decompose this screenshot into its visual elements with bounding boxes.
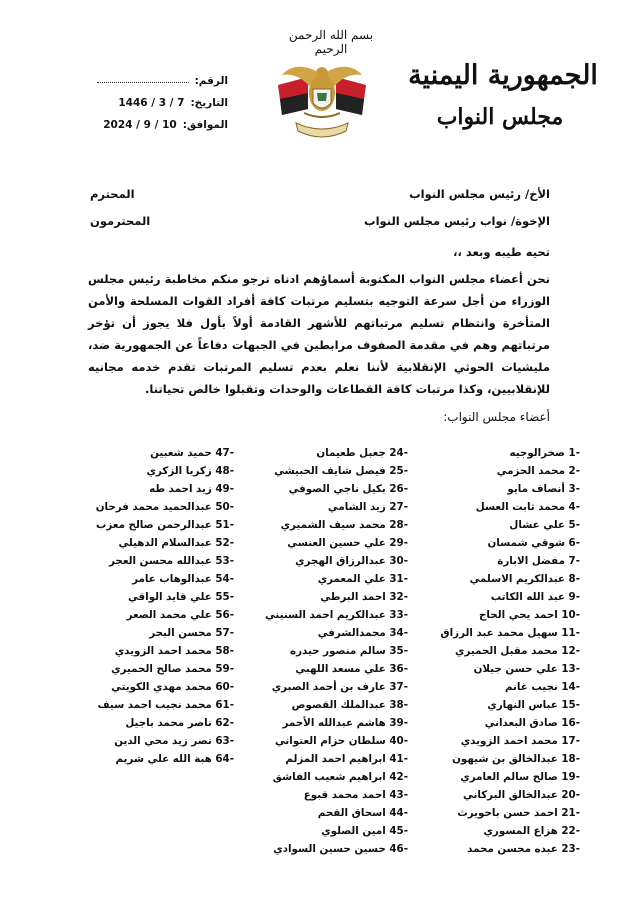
member-entry xyxy=(430,462,580,480)
member-entry xyxy=(258,786,408,804)
member-name: ابراهيم احمد المزلم xyxy=(285,753,386,765)
member-name: علي حسن جيلان xyxy=(473,663,558,675)
member-number: 39- xyxy=(389,717,408,729)
member-name: علي عشال xyxy=(509,519,565,531)
members-column-1 xyxy=(430,444,580,858)
member-number: 11- xyxy=(561,627,580,639)
member-number: 31- xyxy=(389,573,408,585)
member-name: عبدالوهاب عامر xyxy=(132,573,212,585)
member-number: 19- xyxy=(561,771,580,783)
member-number: 60- xyxy=(215,681,234,693)
member-entry xyxy=(430,822,580,840)
address-line-1 xyxy=(90,187,550,201)
member-name: محمد احمد الزويدي xyxy=(114,645,212,657)
member-number: 20- xyxy=(561,789,580,801)
member-entry xyxy=(258,588,408,606)
member-entry xyxy=(84,606,234,624)
member-name: ابراهيم شعيب الفاشق xyxy=(272,771,386,783)
member-entry xyxy=(430,786,580,804)
member-entry xyxy=(258,822,408,840)
member-number: 47- xyxy=(215,447,234,459)
member-name: علي مسعد اللهبي xyxy=(295,663,386,675)
member-number: 64- xyxy=(215,753,234,765)
member-entry xyxy=(430,714,580,732)
basmala: بسم الله الرحمن الرحيم xyxy=(288,28,374,56)
member-entry xyxy=(84,642,234,660)
member-number: 7- xyxy=(568,555,580,567)
member-number: 59- xyxy=(215,663,234,675)
member-entry xyxy=(430,480,580,498)
member-number: 23- xyxy=(561,843,580,855)
member-name: محمد سيف الشميري xyxy=(280,519,386,531)
national-emblem-icon xyxy=(268,55,376,147)
member-name: احمد حسن باحويرث xyxy=(457,807,558,819)
member-number: 51- xyxy=(215,519,234,531)
member-entry xyxy=(430,570,580,588)
member-name: زيد احمد طه xyxy=(149,483,212,495)
member-entry xyxy=(430,534,580,552)
honorific-1: المحترم xyxy=(90,187,135,201)
member-name: صالح سالم العامري xyxy=(460,771,558,783)
member-entry xyxy=(258,444,408,462)
corresponding-value: 2024 / 9 / 10 xyxy=(103,119,177,131)
member-number: 24- xyxy=(389,447,408,459)
member-name: زيد الشامي xyxy=(327,501,386,513)
member-number: 35- xyxy=(389,645,408,657)
member-entry xyxy=(84,732,234,750)
addressee-speaker: الأخ/ رئيس مجلس النواب xyxy=(409,187,550,201)
member-name: محمد صالح الحميري xyxy=(111,663,212,675)
member-number: 10- xyxy=(561,609,580,621)
member-number: 29- xyxy=(389,537,408,549)
members-column-2 xyxy=(258,444,408,858)
member-number: 25- xyxy=(389,465,408,477)
member-entry xyxy=(258,624,408,642)
member-number: 28- xyxy=(389,519,408,531)
member-name: ناصر محمد باجيل xyxy=(125,717,212,729)
member-entry xyxy=(258,714,408,732)
member-entry xyxy=(84,714,234,732)
member-entry xyxy=(430,840,580,858)
ref-row xyxy=(88,70,228,92)
member-number: 38- xyxy=(389,699,408,711)
member-number: 37- xyxy=(389,681,408,693)
members-title: أعضاء مجلس النواب: xyxy=(443,410,550,424)
member-entry xyxy=(258,534,408,552)
member-number: 49- xyxy=(215,483,234,495)
member-name: حميد شعبين xyxy=(150,447,212,459)
member-name: عبدالملك القصوص xyxy=(291,699,386,711)
member-number: 2- xyxy=(568,465,580,477)
member-number: 52- xyxy=(215,537,234,549)
member-entry xyxy=(258,696,408,714)
member-entry xyxy=(84,678,234,696)
member-name: عارف بن أحمد الصبري xyxy=(271,681,386,693)
member-entry xyxy=(430,642,580,660)
member-name: صخرالوجيه xyxy=(509,447,565,459)
member-name: محمد احمد الزويدي xyxy=(460,735,558,747)
member-name: عبدالخالق بن شيهون xyxy=(452,753,558,765)
corresponding-row xyxy=(88,114,228,136)
member-number: 61- xyxy=(215,699,234,711)
member-name: مفضل الابارة xyxy=(497,555,565,567)
member-number: 5- xyxy=(568,519,580,531)
member-name: عبدالحميد محمد فرحان xyxy=(95,501,212,513)
member-entry xyxy=(258,462,408,480)
member-number: 13- xyxy=(561,663,580,675)
date-value: 1446 / 3 / 7 xyxy=(118,97,185,109)
member-name: محمد ثابت العسل xyxy=(475,501,565,513)
member-name: نصر زيد محي الدين xyxy=(114,735,212,747)
member-number: 63- xyxy=(215,735,234,747)
member-name: عبدالسلام الدهيلي xyxy=(118,537,212,549)
member-entry xyxy=(430,552,580,570)
member-number: 57- xyxy=(215,627,234,639)
member-name: سهيل محمد عبد الرزاق xyxy=(440,627,558,639)
member-number: 22- xyxy=(561,825,580,837)
member-number: 27- xyxy=(389,501,408,513)
member-name: محمدالشرفي xyxy=(317,627,386,639)
member-name: عبدالخالق البركاني xyxy=(463,789,558,801)
member-entry xyxy=(84,660,234,678)
member-number: 3- xyxy=(568,483,580,495)
member-name: محسن البحر xyxy=(149,627,212,639)
member-number: 32- xyxy=(389,591,408,603)
member-number: 14- xyxy=(561,681,580,693)
member-name: عبد الله الكاتب xyxy=(490,591,565,603)
member-name: عبدالكريم احمد السنيني xyxy=(265,609,386,621)
members-column-3 xyxy=(84,444,234,768)
member-number: 36- xyxy=(389,663,408,675)
member-name: امين الصلوي xyxy=(321,825,386,837)
member-entry xyxy=(258,642,408,660)
member-number: 21- xyxy=(561,807,580,819)
member-name: جعبل طعيمان xyxy=(316,447,386,459)
member-entry xyxy=(430,588,580,606)
member-number: 18- xyxy=(561,753,580,765)
member-entry xyxy=(258,840,408,858)
member-name: شوقي شمسان xyxy=(487,537,565,549)
letterhead-republic: الجمهورية اليمنية xyxy=(408,60,598,91)
member-entry xyxy=(258,552,408,570)
member-name: احمد البرطي xyxy=(320,591,386,603)
member-entry xyxy=(430,678,580,696)
member-entry xyxy=(430,606,580,624)
member-number: 15- xyxy=(561,699,580,711)
member-entry xyxy=(430,696,580,714)
member-entry xyxy=(258,660,408,678)
member-name: عبدالكريم الاسلمي xyxy=(469,573,565,585)
member-name: اسحاق القحم xyxy=(317,807,386,819)
member-number: 26- xyxy=(389,483,408,495)
member-number: 46- xyxy=(389,843,408,855)
member-number: 8- xyxy=(568,573,580,585)
member-number: 17- xyxy=(561,735,580,747)
member-entry xyxy=(84,480,234,498)
member-entry xyxy=(258,498,408,516)
member-name: حسين حسين السوادي xyxy=(273,843,386,855)
member-number: 12- xyxy=(561,645,580,657)
letter-body: نحن أعضاء مجلس النواب المكتوبة أسماؤهم ادناه ترجو منكم مخاطبة رئيس مجلس الوزراء من أجل سرعة التوجيه بتسليم مرتبات كافة أفراد القوات المسلحة والأمن المتأخرة وانتظام تسليم مرتباتهم للأشهر القادمة أولاً بأول فلا يجوز أن تؤخر مرتباتهم وهم في مقدمة الصفوف مرابطين في الجبهات دفاعاً عن الجمهورية ضد، مليشيات الحوثي الإنقلابية لأننا نعلم بعدم تسليم المرتبات تقدم خدمه مجانيه للإنقلابيين، وكذا مرتبات كافة القطاعات والوحدات وتقبلوا خالص تحياتنا. xyxy=(88,272,550,396)
member-entry xyxy=(430,660,580,678)
member-entry xyxy=(258,732,408,750)
letterhead-council: مجلس النواب xyxy=(436,104,564,130)
member-number: 40- xyxy=(389,735,408,747)
member-number: 6- xyxy=(568,537,580,549)
member-name: محمد مهدي الكويتي xyxy=(111,681,212,693)
member-number: 33- xyxy=(389,609,408,621)
member-name: عبدالرحمن صالح معزب xyxy=(96,519,212,531)
member-name: محمد مقبل الحميري xyxy=(455,645,558,657)
member-name: هبة الله علي شريم xyxy=(115,753,212,765)
member-entry xyxy=(258,768,408,786)
date-label: التاريخ: xyxy=(190,97,228,109)
member-number: 48- xyxy=(215,465,234,477)
member-name: علي محمد الصعر xyxy=(126,609,212,621)
member-number: 44- xyxy=(389,807,408,819)
honorific-2: المحترمون xyxy=(90,214,151,228)
member-name: عبدالله محسن العجر xyxy=(109,555,212,567)
greeting: تحيه طيبه وبعد ،، xyxy=(453,245,550,259)
member-name: فيصل شايف الحبيشي xyxy=(274,465,386,477)
member-entry xyxy=(84,588,234,606)
member-entry xyxy=(84,444,234,462)
member-number: 30- xyxy=(389,555,408,567)
member-name: هزاع المسوري xyxy=(483,825,558,837)
member-entry xyxy=(430,516,580,534)
member-number: 56- xyxy=(215,609,234,621)
addressee-deputies: الإخوة/ نواب رئيس مجلس النواب xyxy=(364,214,550,228)
member-entry xyxy=(258,606,408,624)
member-number: 42- xyxy=(389,771,408,783)
reference-block xyxy=(88,70,228,136)
member-number: 1- xyxy=(568,447,580,459)
member-name: احمد محمد قبوع xyxy=(303,789,386,801)
member-entry xyxy=(84,534,234,552)
member-number: 50- xyxy=(215,501,234,513)
member-number: 16- xyxy=(561,717,580,729)
member-name: علي حسين العنسي xyxy=(287,537,386,549)
member-name: احمد يحي الحاج xyxy=(479,609,558,621)
member-number: 54- xyxy=(215,573,234,585)
ref-blank xyxy=(97,70,189,83)
member-entry xyxy=(84,552,234,570)
member-name: عبدالرزاق الهجري xyxy=(295,555,386,567)
corresponding-label: الموافق: xyxy=(182,119,228,131)
member-number: 45- xyxy=(389,825,408,837)
member-number: 34- xyxy=(389,627,408,639)
member-entry xyxy=(258,750,408,768)
member-number: 41- xyxy=(389,753,408,765)
member-entry xyxy=(258,570,408,588)
member-entry xyxy=(430,750,580,768)
member-entry xyxy=(84,462,234,480)
member-entry xyxy=(430,498,580,516)
member-name: نجيب غانم xyxy=(504,681,558,693)
member-entry xyxy=(258,678,408,696)
member-entry xyxy=(84,624,234,642)
member-name: سلطان حزام العتواني xyxy=(275,735,386,747)
member-name: زكريا الزكري xyxy=(146,465,212,477)
member-entry xyxy=(84,498,234,516)
member-name: أنصاف مايو xyxy=(507,483,565,495)
member-number: 9- xyxy=(568,591,580,603)
member-name: بكيل ناجي الصوفي xyxy=(288,483,386,495)
member-number: 53- xyxy=(215,555,234,567)
member-entry xyxy=(430,732,580,750)
member-entry xyxy=(84,696,234,714)
member-entry xyxy=(430,804,580,822)
date-row xyxy=(88,92,228,114)
member-entry xyxy=(258,480,408,498)
member-number: 62- xyxy=(215,717,234,729)
member-name: صادق البعداني xyxy=(484,717,558,729)
member-entry xyxy=(84,516,234,534)
member-number: 55- xyxy=(215,591,234,603)
member-name: محمد نجيب احمد سيف xyxy=(97,699,212,711)
member-entry xyxy=(430,624,580,642)
member-name: سالم منصور حيدره xyxy=(290,645,386,657)
ref-label: الرقم: xyxy=(194,75,228,87)
member-name: محمد الحزمي xyxy=(496,465,565,477)
member-entry xyxy=(258,516,408,534)
address-line-2 xyxy=(90,214,550,228)
member-name: عباس النهاري xyxy=(487,699,558,711)
member-number: 58- xyxy=(215,645,234,657)
member-name: علي المعمري xyxy=(317,573,386,585)
member-entry xyxy=(84,750,234,768)
member-entry xyxy=(430,444,580,462)
member-entry xyxy=(84,570,234,588)
member-entry xyxy=(258,804,408,822)
member-name: عبده محسن محمد xyxy=(467,843,558,855)
member-name: هاشم عبدالله الأحمر xyxy=(282,717,386,729)
member-name: علي قايد الواقي xyxy=(128,591,212,603)
member-entry xyxy=(430,768,580,786)
member-number: 4- xyxy=(568,501,580,513)
member-number: 43- xyxy=(389,789,408,801)
